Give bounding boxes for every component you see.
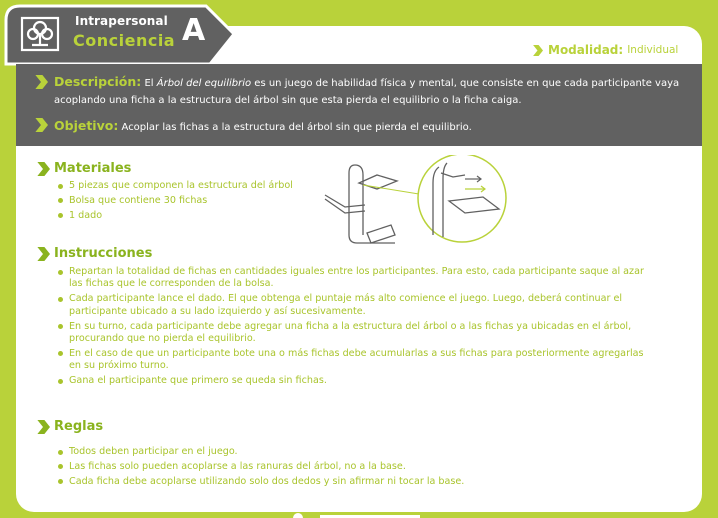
- materials-title: Materiales: [54, 161, 132, 176]
- instructions-title: Instrucciones: [54, 246, 153, 261]
- chevron-right-icon: [36, 162, 50, 176]
- objective-label: Objetivo:: [54, 118, 119, 133]
- objective-text: Acoplar las fichas a la estructura del árbol sin que pierda el equilibrio.: [118, 122, 472, 133]
- list-item: Cada ficha debe acoplarse utilizando solo dos dedos y sin afirmar ni tocar la base.: [58, 476, 464, 488]
- modalidad-badge: [520, 38, 700, 62]
- category-small: Intrapersonal: [75, 14, 168, 28]
- instructions-list: [58, 266, 644, 390]
- chevron-right-icon: [36, 420, 50, 434]
- category-letter: A: [182, 13, 206, 48]
- category-title: Conciencia: [73, 31, 176, 50]
- chevron-right-icon: [36, 247, 50, 261]
- chevron-right-icon: [34, 75, 48, 89]
- chevron-right-icon: [532, 45, 543, 56]
- description-line2: acoplando una ficha a la estructura del árbol sin que esta pierda el equilibrio o la ficha caiga.: [54, 95, 522, 106]
- list-item: En su turno, cada participante debe agregar una ficha a la estructura del árbol o a las fichas ya ubicadas en el árbol, procurando que no pierda el equilibrio.: [58, 321, 644, 346]
- description: Descripción: El Árbol del equilibrio es un juego de habilidad física y mental, que consiste en que cada participante vaya acoplando una ficha a la estructura del árbol sin que esta pierda el equilibrio o la ficha caiga.: [54, 74, 680, 106]
- list-item: Las fichas solo pueden acoplarse a las ranuras del árbol, no a la base.: [58, 461, 464, 473]
- list-item: Bolsa que contiene 30 fichas: [58, 195, 293, 207]
- materials-list: [58, 180, 293, 225]
- modalidad-value: Individual: [627, 44, 679, 56]
- game-name: Árbol del equilibrio: [156, 78, 252, 89]
- tree-structure-illustration: [315, 155, 515, 251]
- tree-icon: [18, 14, 62, 54]
- list-item: Gana el participante que primero se queda sin fichas.: [58, 375, 644, 387]
- list-item: 5 piezas que componen la estructura del árbol: [58, 180, 293, 192]
- modalidad-label: Modalidad:: [548, 43, 624, 57]
- list-item: 1 dado: [58, 210, 293, 222]
- footer-decoration: [290, 511, 430, 518]
- description-label: Descripción:: [54, 74, 142, 89]
- list-item: Repartan la totalidad de fichas en cantidades iguales entre los participantes. Para esto, cada participante saque al azar las fichas que le corresponden de la bolsa.: [58, 266, 644, 291]
- list-item: Cada participante lance el dado. El que obtenga el puntaje más alto comience el juego. Luego, deberá continuar el participante ubicado a su lado izquierdo y así sucesivamente.: [58, 293, 644, 318]
- rules-title: Reglas: [54, 419, 104, 434]
- objective: [54, 117, 702, 136]
- list-item: En el caso de que un participante bote una o más fichas debe acumularlas a sus fichas para posteriormente agregarlas en su próximo turno.: [58, 348, 644, 373]
- list-item: Todos deben participar en el juego.: [58, 446, 464, 458]
- rules-list: [58, 446, 464, 491]
- chevron-right-icon: [34, 118, 48, 132]
